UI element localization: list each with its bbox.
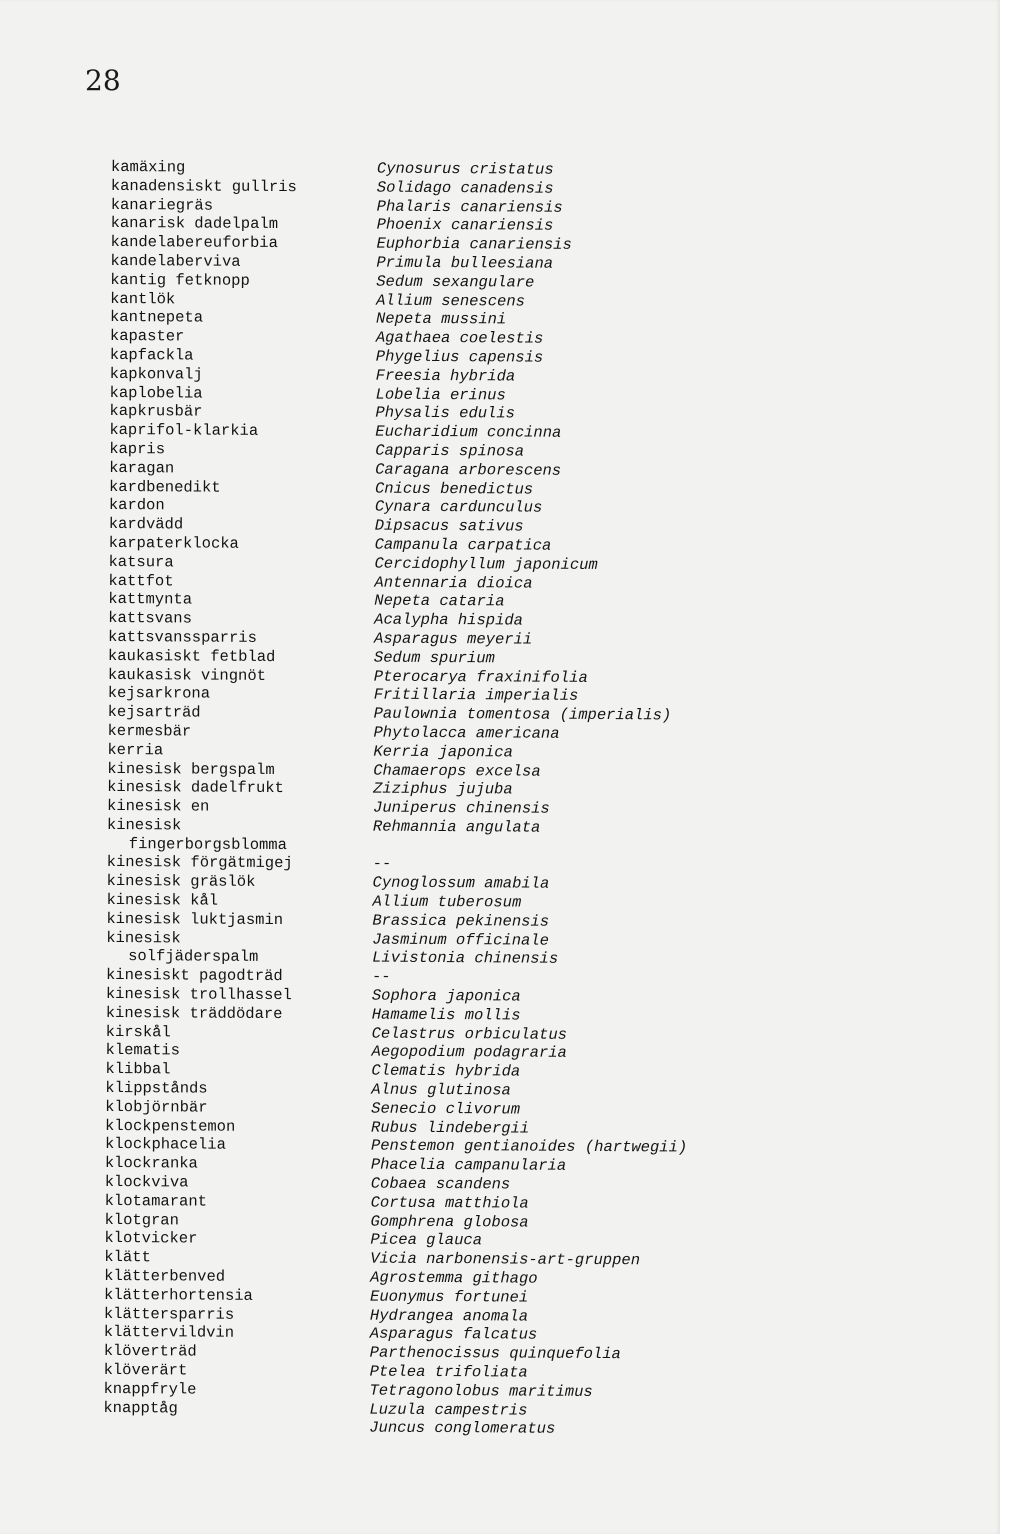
swedish-name: klockviva	[104, 1173, 189, 1192]
swedish-name: kinesisk	[106, 928, 181, 948]
swedish-name: karpaterklocka	[108, 533, 239, 553]
swedish-name: fingerborgsblomma	[128, 834, 288, 854]
swedish-name: kardbenedikt	[108, 477, 221, 497]
swedish-name: klematis	[105, 1041, 181, 1060]
swedish-name: kandelaberviva	[110, 251, 241, 271]
swedish-name: kinesisk förgätmigej	[106, 853, 293, 873]
latin-name: Lobelia erinus	[375, 385, 506, 404]
latin-name: Asparagus falcatus	[369, 1325, 538, 1345]
latin-name: Rubus lindebergii	[371, 1118, 530, 1138]
swedish-name: kermesbär	[107, 721, 192, 741]
swedish-name: klotgran	[104, 1210, 179, 1230]
swedish-name: klätterhortensia	[104, 1285, 253, 1305]
latin-name: Celastrus orbiculatus	[371, 1024, 568, 1044]
plant-name-list	[103, 158, 971, 1441]
latin-name: Juncus conglomeratus	[369, 1418, 556, 1439]
latin-name: Aegopodium podagraria	[371, 1043, 567, 1063]
latin-name: Cynoglossum amabila	[372, 873, 550, 893]
latin-name: Agrostemma githago	[370, 1268, 538, 1288]
swedish-name: klockpenstemon	[105, 1116, 236, 1136]
swedish-name: kattmynta	[108, 590, 193, 609]
swedish-name: kattfot	[108, 571, 174, 590]
latin-name: Ptelea trifoliata	[369, 1362, 528, 1382]
swedish-name: kaukasiskt fetblad	[107, 646, 276, 666]
latin-name: Cobaea scandens	[370, 1174, 511, 1194]
latin-name: Clematis hybrida	[371, 1061, 521, 1081]
latin-name: Chamaerops excelsa	[373, 761, 541, 781]
latin-name: Hamamelis mollis	[371, 1005, 521, 1025]
swedish-name: kaukasisk vingnöt	[107, 665, 267, 685]
latin-name: Paulownia tomentosa (imperialis)	[373, 704, 672, 725]
latin-name: Gomphrena globosa	[370, 1212, 529, 1232]
latin-name: Luzula campestris	[369, 1400, 528, 1420]
latin-name: Phoenix canariensis	[376, 216, 554, 236]
latin-name: Vicia narbonensis-art-gruppen	[370, 1249, 641, 1270]
swedish-name: klätt	[104, 1248, 151, 1267]
latin-name: Penstemon gentianoides (hartwegii)	[370, 1137, 688, 1157]
swedish-name: klöverträd	[103, 1342, 197, 1361]
swedish-name: kantig fetknopp	[110, 270, 250, 290]
swedish-name: klotvicker	[104, 1229, 198, 1248]
page-margin	[1000, 0, 1024, 1534]
latin-name: Hydrangea anomala	[369, 1306, 529, 1326]
latin-name: Eucharidium concinna	[375, 422, 562, 442]
swedish-name: karagan	[109, 458, 175, 478]
latin-name: Cnicus benedictus	[374, 479, 534, 499]
swedish-name: kantnepeta	[109, 308, 204, 327]
swedish-name: katsura	[108, 552, 174, 572]
swedish-name: kinesisk luktjasmin	[106, 909, 284, 929]
swedish-name: kattsvanssparris	[108, 627, 257, 647]
swedish-name: kaprifol-klarkia	[109, 421, 259, 441]
swedish-name: kardon	[108, 496, 165, 515]
swedish-name: kamäxing	[110, 158, 186, 177]
latin-name: Pterocarya fraxinifolia	[373, 667, 588, 687]
latin-name: Phygelius capensis	[375, 347, 544, 367]
latin-name: Parthenocissus quinquefolia	[369, 1343, 621, 1364]
latin-name: Allium senescens	[376, 291, 526, 311]
swedish-name: klockranka	[104, 1154, 198, 1173]
swedish-name: kandelabereuforbia	[110, 233, 278, 253]
latin-name: Agathaea coelestis	[375, 328, 544, 348]
swedish-name: kerria	[107, 740, 164, 760]
latin-name: Campanula carpatica	[374, 535, 552, 555]
swedish-name: kaplobelia	[109, 383, 203, 403]
latin-name: --	[371, 967, 391, 986]
swedish-name: klippstånds	[105, 1079, 208, 1098]
swedish-name: kapfackla	[109, 345, 194, 365]
swedish-name: klätterbenved	[104, 1266, 226, 1286]
swedish-name: klobjörnbär	[105, 1097, 208, 1117]
latin-name: Cynara cardunculus	[374, 497, 543, 517]
swedish-name: klotamarant	[104, 1191, 208, 1211]
swedish-name: knappfryle	[103, 1379, 197, 1399]
swedish-name: kantlök	[110, 289, 176, 308]
latin-name: Phytolacca americana	[373, 723, 560, 743]
latin-name: Alnus glutinosa	[371, 1080, 511, 1100]
swedish-name: kapkrusbär	[109, 402, 203, 421]
latin-name: Cortusa matthiola	[370, 1193, 529, 1213]
latin-name: Antennaria dioica	[374, 573, 533, 593]
latin-name: Phacelia campanularia	[370, 1155, 567, 1176]
swedish-name: kinesisk bergspalm	[107, 759, 275, 779]
latin-name: Allium tuberosum	[372, 892, 522, 912]
swedish-name: kanariegräs	[110, 195, 214, 215]
swedish-name: klöverärt	[103, 1360, 188, 1380]
latin-name: Jasminum officinale	[372, 930, 550, 950]
latin-name: Ziziphus jujuba	[373, 779, 513, 799]
swedish-name: kapkonvalj	[109, 364, 203, 384]
swedish-name: kinesisk gräslök	[106, 872, 256, 892]
swedish-name: kinesisk dadelfrukt	[107, 778, 284, 798]
latin-name: Dipsacus sativus	[374, 516, 524, 536]
swedish-name	[103, 1417, 369, 1437]
swedish-name: kinesisk kål	[106, 891, 219, 910]
swedish-name: kapaster	[109, 327, 185, 346]
latin-name: Sedum spurium	[373, 648, 495, 668]
swedish-name: kejsarträd	[107, 703, 201, 722]
latin-name: Cercidophyllum japonicum	[374, 554, 598, 574]
swedish-name: kinesisk träddödare	[105, 1003, 283, 1023]
latin-name: Fritillaria imperialis	[373, 685, 579, 706]
latin-name: Phalaris canariensis	[376, 197, 563, 217]
latin-name: Acalypha hispida	[374, 610, 524, 630]
swedish-name: kinesisk en	[106, 797, 210, 816]
latin-name: Juniperus chinensis	[372, 798, 550, 818]
latin-name: Asparagus meyerii	[374, 629, 533, 649]
swedish-name: klockphacelia	[104, 1135, 226, 1155]
latin-name: Nepeta cataria	[374, 591, 505, 611]
latin-name: --	[372, 855, 392, 874]
latin-name: Solidago canadensis	[376, 178, 554, 198]
latin-name: Caragana arborescens	[375, 460, 562, 480]
list-item	[103, 1417, 963, 1441]
latin-name: Kerria japonica	[373, 742, 513, 762]
swedish-name: kejsarkrona	[107, 684, 211, 703]
latin-name: Senecio clivorum	[371, 1099, 521, 1119]
latin-name: Physalis edulis	[375, 403, 516, 423]
latin-name: Euonymus fortunei	[369, 1287, 529, 1307]
latin-name: Capparis spinosa	[375, 441, 525, 461]
latin-name: Picea glauca	[370, 1231, 483, 1250]
swedish-name: kinesisk	[106, 815, 182, 835]
swedish-name: kattsvans	[108, 609, 192, 628]
latin-name: Nepeta mussini	[375, 309, 507, 329]
latin-name: Tetragonolobus maritimus	[369, 1381, 593, 1401]
latin-name: Sophora japonica	[371, 986, 521, 1006]
swedish-name: klättervildvin	[103, 1323, 235, 1343]
swedish-name: klättersparris	[103, 1304, 235, 1324]
swedish-name: kinesiskt pagodträd	[105, 966, 283, 986]
swedish-name: knapptåg	[103, 1398, 178, 1418]
latin-name: Livistonia chinensis	[372, 949, 559, 969]
latin-name: Sedum sexangulare	[376, 272, 535, 292]
latin-name: Primula bulleesiana	[376, 253, 554, 273]
swedish-name: klibbal	[105, 1060, 171, 1079]
latin-name: Freesia hybrida	[375, 366, 516, 386]
latin-name: Brassica pekinensis	[372, 911, 550, 931]
swedish-name: solfjäderspalm	[128, 947, 259, 967]
latin-name: Euphorbia canariensis	[376, 234, 572, 255]
swedish-name: kanadensiskt gullris	[110, 176, 297, 196]
swedish-name: kirskål	[105, 1022, 171, 1042]
page-number: 28	[85, 64, 121, 97]
swedish-name: kapris	[109, 439, 166, 459]
swedish-name: kinesisk trollhassel	[105, 985, 292, 1005]
latin-name: Cynosurus cristatus	[376, 159, 554, 179]
swedish-name: kanarisk dadelpalm	[110, 214, 279, 234]
swedish-name: kardvädd	[108, 515, 184, 534]
latin-name: Rehmannia angulata	[372, 817, 541, 837]
